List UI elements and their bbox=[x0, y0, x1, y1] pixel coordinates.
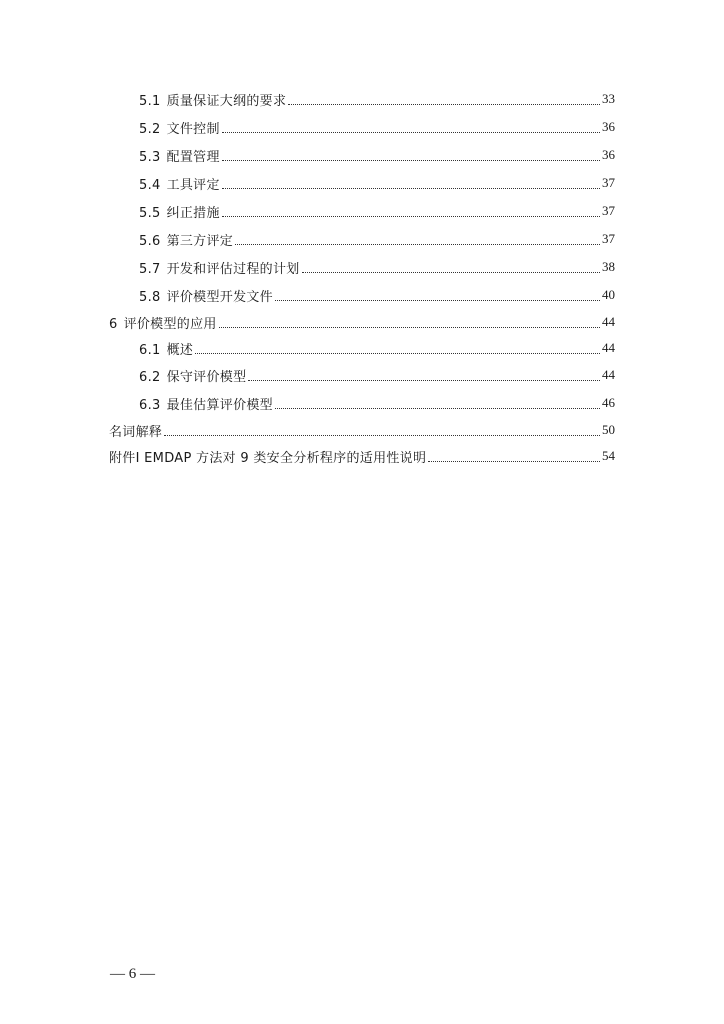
toc-entry-page: 36 bbox=[602, 147, 615, 162]
toc-entry-label: 工具评定 bbox=[166, 177, 220, 193]
toc-entry-page: 38 bbox=[602, 259, 615, 274]
toc-entry-title bbox=[139, 146, 220, 165]
dot-leader bbox=[302, 272, 600, 273]
toc-entry-label: 配置管理 bbox=[166, 149, 220, 165]
toc-entry-page: 44 bbox=[602, 314, 615, 329]
toc-entry-label: 评价模型开发文件 bbox=[166, 289, 273, 305]
toc-entry-title bbox=[139, 258, 300, 277]
dot-leader bbox=[222, 188, 600, 189]
dot-leader bbox=[235, 244, 600, 245]
dot-leader bbox=[195, 353, 600, 354]
toc-entry-6[interactable] bbox=[0, 309, 615, 335]
dot-leader bbox=[275, 300, 600, 301]
toc-entry-page: 44 bbox=[602, 367, 615, 382]
toc-entry-number: 5.8 bbox=[139, 289, 161, 305]
toc-entry-page: 44 bbox=[602, 340, 615, 355]
toc-entry-page: 37 bbox=[602, 175, 615, 190]
toc-entry-label: 附件Ⅰ EMDAP 方法对 9 类安全分析程序的适用性说明 bbox=[109, 450, 427, 466]
toc-entry-title bbox=[139, 174, 220, 193]
toc-entry-label: 纠正措施 bbox=[166, 205, 220, 221]
toc-entry-title bbox=[139, 394, 273, 413]
toc-entry-number: 5.5 bbox=[139, 205, 161, 221]
table-of-contents bbox=[0, 85, 724, 469]
toc-entry-label: 评价模型的应用 bbox=[123, 316, 217, 332]
toc-entry-number: 5.7 bbox=[139, 261, 161, 277]
dot-leader bbox=[288, 104, 600, 105]
toc-entry-label: 概述 bbox=[166, 342, 194, 358]
toc-entry-appendix-1[interactable] bbox=[0, 443, 615, 469]
toc-entry-6-3[interactable] bbox=[0, 389, 615, 417]
toc-entry-6-2[interactable] bbox=[0, 361, 615, 389]
toc-entry-label: 名词解释 bbox=[109, 424, 163, 440]
toc-entry-page: 33 bbox=[602, 91, 615, 106]
dot-leader bbox=[275, 408, 600, 409]
toc-entry-6-1[interactable] bbox=[0, 335, 615, 361]
toc-entry-page: 37 bbox=[602, 231, 615, 246]
toc-entry-title bbox=[109, 313, 217, 332]
toc-entry-5-2[interactable] bbox=[0, 113, 615, 141]
toc-entry-label: 第三方评定 bbox=[166, 233, 234, 249]
toc-entry-number: 5.1 bbox=[139, 93, 161, 109]
dot-leader bbox=[248, 380, 600, 381]
toc-entry-title bbox=[109, 421, 162, 440]
toc-entry-page: 54 bbox=[602, 448, 615, 463]
dot-leader bbox=[222, 132, 600, 133]
toc-entry-title bbox=[139, 202, 220, 221]
toc-entry-5-1[interactable] bbox=[0, 85, 615, 113]
toc-entry-label: 文件控制 bbox=[166, 121, 220, 137]
toc-entry-5-3[interactable] bbox=[0, 141, 615, 169]
page-number: — 6 — bbox=[110, 966, 155, 982]
toc-entry-number: 5.2 bbox=[139, 121, 161, 137]
toc-entry-number: 5.4 bbox=[139, 177, 161, 193]
toc-entry-number: 6.3 bbox=[139, 397, 161, 413]
toc-entry-5-5[interactable] bbox=[0, 197, 615, 225]
toc-entry-title bbox=[139, 118, 220, 137]
toc-entry-5-8[interactable] bbox=[0, 281, 615, 309]
toc-entry-label: 质量保证大纲的要求 bbox=[166, 93, 287, 109]
toc-entry-number: 6 bbox=[109, 316, 118, 332]
dot-leader bbox=[219, 327, 600, 328]
toc-entry-page: 40 bbox=[602, 287, 615, 302]
toc-entry-label: 最佳估算评价模型 bbox=[166, 397, 273, 413]
toc-entry-label: 保守评价模型 bbox=[166, 369, 247, 385]
toc-entry-number: 5.3 bbox=[139, 149, 161, 165]
toc-entry-page: 36 bbox=[602, 119, 615, 134]
toc-entry-number: 5.6 bbox=[139, 233, 161, 249]
dot-leader bbox=[164, 435, 600, 436]
toc-entry-page: 46 bbox=[602, 395, 615, 410]
toc-entry-glossary[interactable] bbox=[0, 417, 615, 443]
toc-entry-page: 37 bbox=[602, 203, 615, 218]
dot-leader bbox=[222, 160, 600, 161]
toc-entry-number: 6.1 bbox=[139, 342, 161, 358]
toc-entry-title bbox=[139, 230, 233, 249]
toc-entry-5-6[interactable] bbox=[0, 225, 615, 253]
toc-entry-5-7[interactable] bbox=[0, 253, 615, 281]
toc-entry-title bbox=[109, 447, 426, 466]
toc-entry-number: 6.2 bbox=[139, 369, 161, 385]
toc-entry-title bbox=[139, 366, 246, 385]
toc-entry-title bbox=[139, 286, 273, 305]
toc-entry-5-4[interactable] bbox=[0, 169, 615, 197]
toc-entry-title bbox=[139, 90, 286, 109]
toc-entry-title bbox=[139, 339, 193, 358]
toc-entry-page: 50 bbox=[602, 422, 615, 437]
toc-entry-label: 开发和评估过程的计划 bbox=[166, 261, 300, 277]
dot-leader bbox=[428, 461, 600, 462]
dot-leader bbox=[222, 216, 600, 217]
